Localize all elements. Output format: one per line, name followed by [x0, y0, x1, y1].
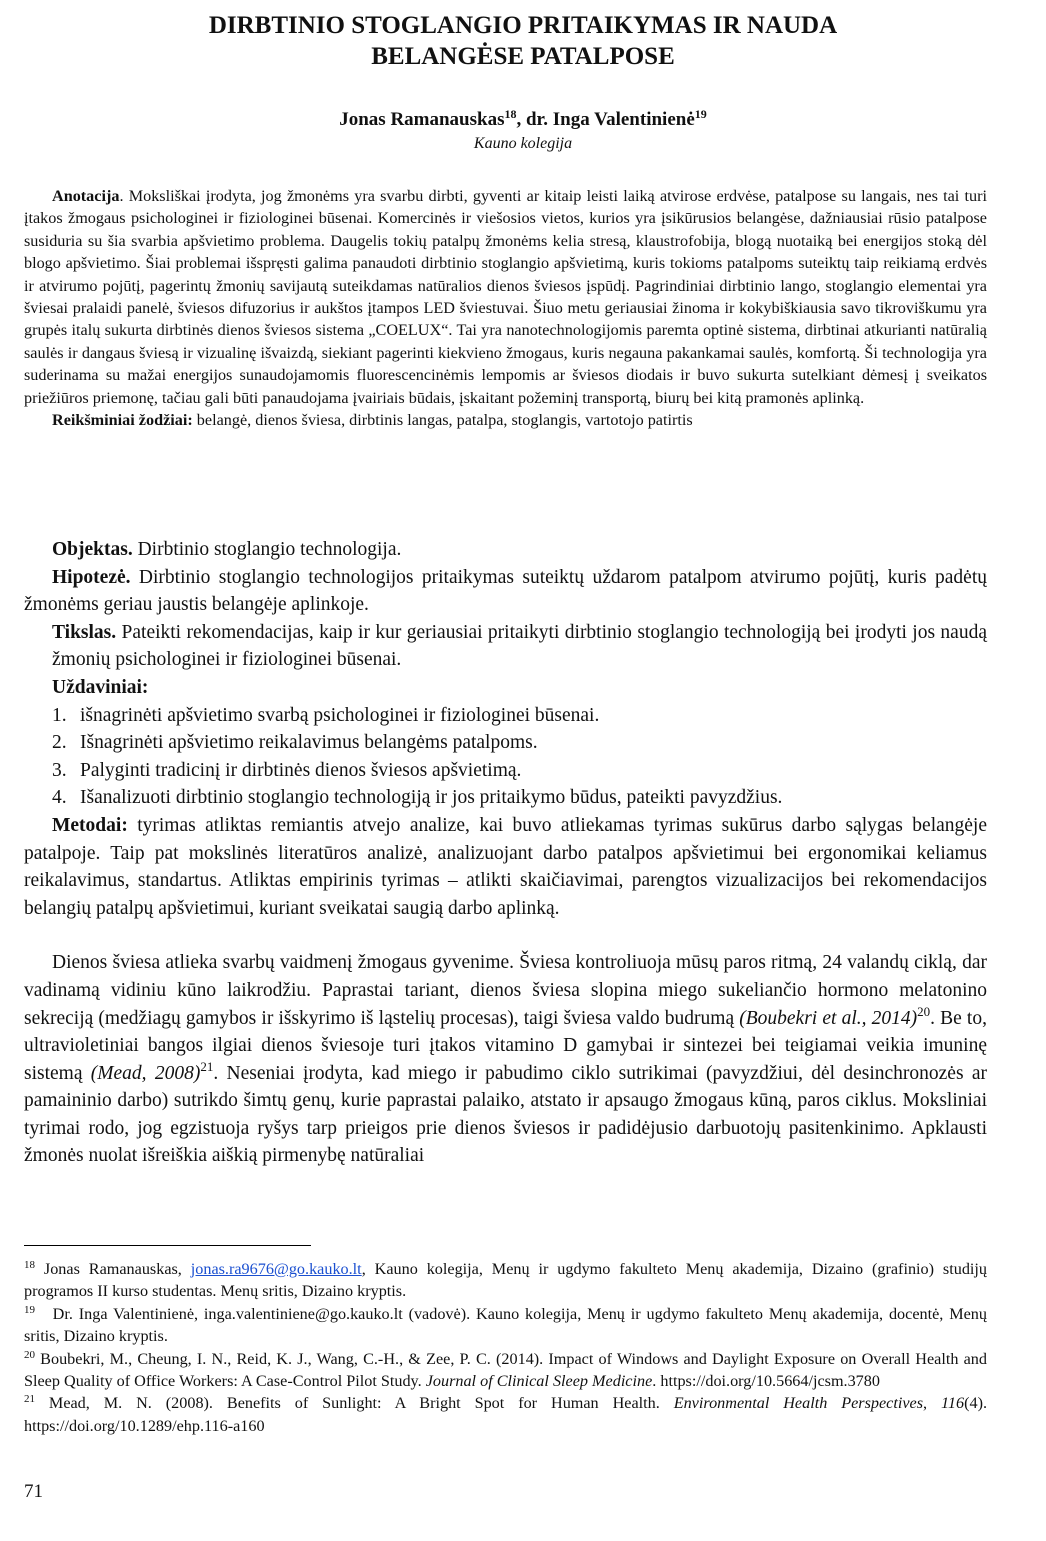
- tikslas-paragraph: [24, 619, 987, 674]
- keywords-line: [24, 409, 987, 431]
- footnote-20-doi: . https://doi.org/10.5664/jcsm.3780: [652, 1372, 880, 1391]
- hipoteze-label: Hipotezė.: [52, 566, 131, 588]
- task-number: 1.: [52, 704, 67, 726]
- footnote-ref-20[interactable]: 20: [917, 1003, 931, 1019]
- author-separator: , dr.: [516, 109, 553, 130]
- footnote-20-journal: Journal of Clinical Sleep Medicine: [425, 1372, 653, 1391]
- hipoteze-text: Dirbtinio stoglangio technologijos pritaikymas suteiktų uždarom patalpom atvirumo pojūtį, kuris padėtų žmonėms geriau jaustis belangėje aplinkoje.: [24, 566, 987, 616]
- objektas-text: Dirbtinio stoglangio technologija.: [132, 539, 402, 560]
- footnote-21-doi: (4). https://doi.org/10.1289/ehp.116-a160: [24, 1394, 988, 1435]
- metodai-paragraph: [24, 812, 987, 922]
- paragraph-gap: [24, 922, 987, 949]
- footnotes: [24, 1258, 992, 1437]
- footnote-21-sep: ,: [923, 1394, 941, 1413]
- title-line-2: BELANGĖSE PATALPOSE: [371, 43, 675, 70]
- footnote-21-volume: 116: [941, 1394, 965, 1413]
- footnote-21-journal: Environmental Health Perspectives: [673, 1394, 924, 1413]
- uzdaviniai-label: Uždaviniai:: [52, 676, 149, 698]
- affiliation: Kauno kolegija: [473, 135, 573, 152]
- objektas-paragraph: [24, 536, 987, 564]
- email-link[interactable]: jonas.ra9676@go.kauko.lt: [190, 1260, 362, 1278]
- author-1: Jonas Ramanauskas: [339, 109, 505, 130]
- list-item: [24, 757, 987, 785]
- list-item: [24, 784, 987, 812]
- keywords-text: belangė, dienos šviesa, dirbtinis langas, patalpa, stoglangis, vartotojo patirtis: [192, 411, 693, 430]
- footnote-18: [24, 1258, 987, 1303]
- task-text: išnagrinėti apšvietimo svarbą psichologinei ir fiziologinei būsenai.: [80, 704, 600, 726]
- footnote-mark-19: 19: [24, 1303, 35, 1316]
- footnote-21-text: Mead, M. N. (2008). Benefits of Sunlight: A Bright Spot for Human Health.: [35, 1394, 674, 1413]
- author-1-footnote-mark[interactable]: 18: [504, 107, 517, 121]
- task-number: 2.: [52, 732, 67, 754]
- footnote-21: [24, 1392, 987, 1437]
- list-item: [24, 702, 987, 730]
- task-text: Išnagrinėti apšvietimo reikalavimus belangėms patalpoms.: [80, 732, 538, 754]
- paper-title: [40, 10, 1006, 72]
- footnote-18-text: Jonas Ramanauskas,: [35, 1260, 191, 1278]
- footnote-20: [24, 1348, 987, 1393]
- objektas-label: Objektas.: [52, 539, 133, 560]
- page-number: 71: [24, 1481, 43, 1502]
- keywords-label: Reikšminiai žodžiai:: [52, 411, 193, 430]
- metodai-text: tyrimas atliktas remiantis atvejo analize, kai buvo atliekamas tyrimas sukūrus darbo sąlygas belangėje patalpoje. Taip pat mokslinės literatūros analizė, analizuojant darbo patalpos apšvietimui bei ergonomikai keliamus reikalavimus, standartus. Atliktas empirinis tyrimas – atlikti skaičiavimai, parengtos vizualizacijos bei rekomendacijos belangių patalpų apšvietimui, kuriant sveikatai saugią darbo aplinką.: [24, 814, 987, 919]
- title-line-1: DIRBTINIO STOGLANGIO PRITAIKYMAS IR NAUDA: [208, 12, 838, 39]
- task-text: Palyginti tradicinį ir dirbtinės dienos šviesos apšvietimą.: [80, 759, 522, 781]
- tikslas-text: Pateikti rekomendacijas, kaip ir kur geriausiai pritaikyti dirbtinio stoglangio technologiją bei įrodyti jos naudą žmonių psichologinei ir fiziologinei būsenai.: [52, 621, 987, 671]
- hipoteze-paragraph: [24, 564, 987, 619]
- author-line: [40, 108, 1006, 132]
- task-number: 4.: [52, 787, 67, 809]
- task-list: [24, 702, 987, 812]
- body-text-1: Dienos šviesa atlieka svarbų vaidmenį žmogaus gyvenime. Šviesa kontroliuoja mūsų paros ritmą, 24 valandų ciklą, dar vadinamą vidiniu kūno laikrodžiu. Paprastai tariant, dienos šviesa slopina miego sukeliančio hormono melatonino sekreciją (medžiagų gamybos ir išskyrimo iš ląstelių procesas), taigi šviesa valdo budrumą: [24, 952, 987, 1029]
- metodai-label: Metodai:: [52, 814, 128, 836]
- author-2-footnote-mark[interactable]: 19: [694, 107, 707, 121]
- footnote-ref-21[interactable]: 21: [200, 1058, 214, 1074]
- abstract-paragraph: [24, 185, 987, 409]
- footnote-mark-20: 20: [24, 1348, 35, 1361]
- footnote-divider: [24, 1245, 311, 1246]
- body-text-3: . Neseniai įrodyta, kad miego ir pabudimo ciklo sutrikimai (pavyzdžiui, dėl desinchronozės ar pamaininio darbo) sutrikdo šimtų genų, kurie paprastai palaiko, atstato ir apsaugo žmogaus kūną, paros ciklus. Moksliniai tyrimai rodo, jog egzistuoja ryšys tarp prieigos prie dienos šviesos ir padidėjusio darbuotojų pasitenkinimo. Apklausti žmonės nuolat išreiškia aiškią pirmenybę natūraliai: [24, 1062, 987, 1167]
- abstract-block: [24, 185, 987, 431]
- task-number: 3.: [52, 759, 67, 781]
- footnote-19: [24, 1303, 992, 1348]
- citation-boubekri: (Boubekri et al., 2014): [739, 1007, 918, 1029]
- abstract-text: . Moksliškai įrodyta, jog žmonėms yra svarbu dirbti, gyventi ar kitaip leisti laiką atvirose erdvėse, patalpose su langais, nes tai turi įtakos žmogaus psichologinei ir fiziologinei būsenai. Komercinės ir viešosios vietos, kurios yra įsikūrusios belangėse, dažniausiai rūsio patalpose susiduria su šia svarbia apšvietimo problema. Daugelis tokių patalpų žmonėms kelia stresą, klaustrofobija, blogą nuotaiką bei energijos stoką dėl blogo apšvietimo. Šiai problemai išspręsti galima panaudoti dirbtinio stoglangio apšvietimą, kuris tokioms patalpoms suteiktų taip reikiamą erdvės ir atvirumo pojūtį, pagerintų žmonių savijautą suteikdamas natūralios dienos šviesos įspūdį. Pagrindiniai dirbtinio lango, stoglangio elementai yra šviesai pralaidi panelė, šviesos difuzorius ir aukštos įtampos LED šviestuvai. Šiuo metu geriausiai žinoma ir kokybiškiausia savo tikroviškumu yra grupės italų sukurta dirbtinės dienos šviesos sistema „COELUX“. Tai yra nanotechnologijomis paremta optinė sistema, dirbtinai atkurianti natūralią saulės ir dangaus šviesą ir vizualinę išvaizdą, siekiant pagerinti kiekvieno žmogaus, kuris negauna pakankamai saulės, komfortą. Ši technologija yra suderinama su mažai energijos sunaudojamomis fluorescencinėmis lempomis ar šviesos diodais ir buvo sukurta sutelkiant dėmesį į sveikatos priežiūros priemonę, tačiau gali būti panaudojama įvairiais būdais, įskaitant požeminį transportą, biurų bei kitą pramonės aplinką.: [24, 187, 987, 407]
- list-item: [24, 729, 987, 757]
- abstract-label: Anotacija: [52, 187, 120, 205]
- uzdaviniai-heading: [24, 674, 987, 702]
- tikslas-label: Tikslas.: [52, 621, 117, 643]
- main-text: [24, 536, 987, 1170]
- footnote-mark-21: 21: [24, 1393, 35, 1406]
- citation-mead: (Mead, 2008): [90, 1062, 201, 1084]
- footnote-18-rest: , Kauno kolegija, Menų ir ugdymo fakulteto Menų akademija, Dizaino (grafinio) studijų programos II kurso studentas. Menų sritis, Dizaino kryptis.: [24, 1260, 987, 1301]
- body-paragraph: [24, 949, 987, 1170]
- footnote-20-text: Boubekri, M., Cheung, I. N., Reid, K. J., Wang, C.-H., & Zee, P. C. (2014). Impact of Windows and Daylight Exposure on Overall Health and Sleep Quality of Office Workers: A Case-Control Pilot Study.: [24, 1349, 987, 1391]
- task-text: Išanalizuoti dirbtinio stoglangio technologiją ir jos pritaikymo būdus, pateikti pavyzdžius.: [80, 787, 783, 809]
- body-text-2: . Be to, ultravioletiniai bangos ilgiai dienos šviesoje turi įtakos vitamino D gamybai ir sintezei bei teigiamai veikia imuninę sistemą: [24, 1007, 987, 1084]
- footnote-19-text: Dr. Inga Valentinienė, inga.valentiniene@go.kauko.lt (vadovė). Kauno kolegija, Menų ir ugdymo fakulteto Menų akademija, docentė, Menų sritis, Dizaino kryptis.: [24, 1304, 992, 1346]
- footnote-mark-18: 18: [24, 1259, 35, 1271]
- author-2: Inga Valentinienė: [552, 109, 695, 130]
